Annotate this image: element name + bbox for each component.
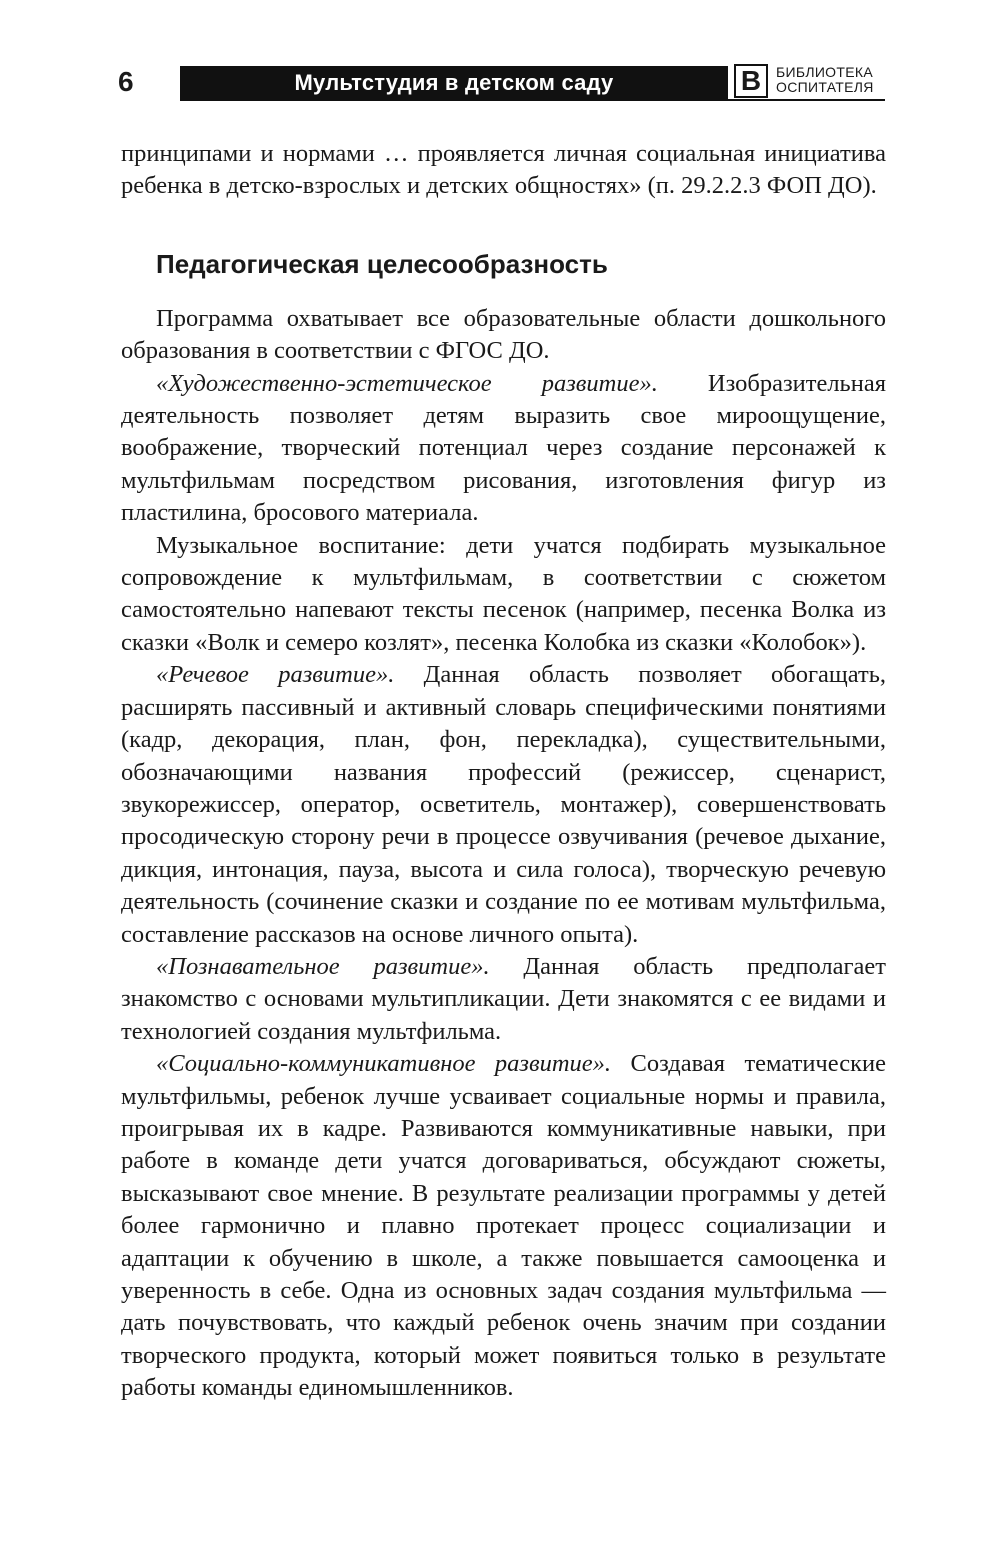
- paragraph-social: [121, 1048, 886, 1404]
- logo-letter-box: В: [734, 64, 768, 98]
- logo-line-2: ОСПИТАТЕЛЯ: [776, 79, 874, 95]
- page-number: 6: [118, 66, 134, 97]
- text-speech: Данная область позволяет обогащать, расширять пассивный и активный словарь специфическими понятиями (кадр, декорация, план, фон, перекладка), существительными, обозначающими названия профессий (режиссер, сценарист, звукорежиссер, оператор, осветитель, монтажер), совершенствовать просодическую сторону речи в процессе озвучивания (речевое дыхание, дикция, интонация, пауза, высота и сила голоса), творческую речевую деятельность (сочинение сказки и создание по ее мотивам мультфильма, составление рассказов на основе личного опыта).: [121, 661, 886, 948]
- term-cognitive: «Познавательное развитие».: [156, 952, 490, 980]
- term-artistic: «Художественно-эстетическое развитие».: [156, 369, 658, 397]
- header-rule: [180, 99, 885, 101]
- logo-line-1: БИБЛИОТЕКА: [776, 64, 873, 80]
- paragraph-artistic: [121, 368, 886, 530]
- section-heading: Педагогическая целесообразность: [156, 248, 608, 279]
- paragraph-music: Музыкальное воспитание: дети учатся подбирать музыкальное сопровождение к мультфильмам, в соответствии с сюжетом самостоятельно напевают тексты песенок (например, песенка Волка из сказки «Волк и семеро козлят», песенка Колобка из сказки «Колобок»).: [121, 531, 886, 656]
- term-speech: «Речевое развитие».: [156, 661, 395, 689]
- term-social: «Социально-коммуникативное развитие».: [156, 1050, 612, 1078]
- paragraph-programs: Программа охватывает все образовательные области дошкольного образования в соответствии с ФГОС ДО.: [121, 304, 886, 365]
- paragraph-speech: [121, 659, 886, 951]
- text-cognitive: Данная область предполагает знакомство с основами мультипликации. Дети знакомятся с ее видами и технологией создания мультфильма.: [121, 952, 886, 1045]
- intro-paragraph: принципами и нормами … проявляется личная социальная инициатива ребенка в детско-взрослых и детских общностях» (п. 29.2.2.3 ФОП ДО).: [121, 140, 886, 200]
- running-title: Мультстудия в детском саду: [180, 66, 728, 99]
- page-body: [121, 138, 886, 1405]
- paragraph-cognitive: [121, 951, 886, 1048]
- text-artistic: Изобразительная деятельность позволяет детям выразить свое мироощущение, воображение, творческий потенциал через создание персонажей к мультфильмам посредством рисования, изготовления фигур из пластилина, бросового материала.: [121, 369, 886, 527]
- text-social: Создавая тематические мультфильмы, ребенок лучше усваивает социальные нормы и правила, проигрывая их в кадре. Развиваются коммуникативные навыки, при работе в команде дети учатся договариваться, обсуждают сюжеты, высказывают свое мнение. В результате реализации программы у детей более гармонично и плавно протекает процесс социализации и адаптации к обучению в школе, а также повышается самооценка и уверенность в себе. Одна из основных задач создания мультфильма — дать почувствовать, что каждый ребенок очень значим при создании творческого продукта, который может появиться только в результате работы команды единомышленников.: [121, 1050, 886, 1402]
- logo-text: [776, 65, 874, 95]
